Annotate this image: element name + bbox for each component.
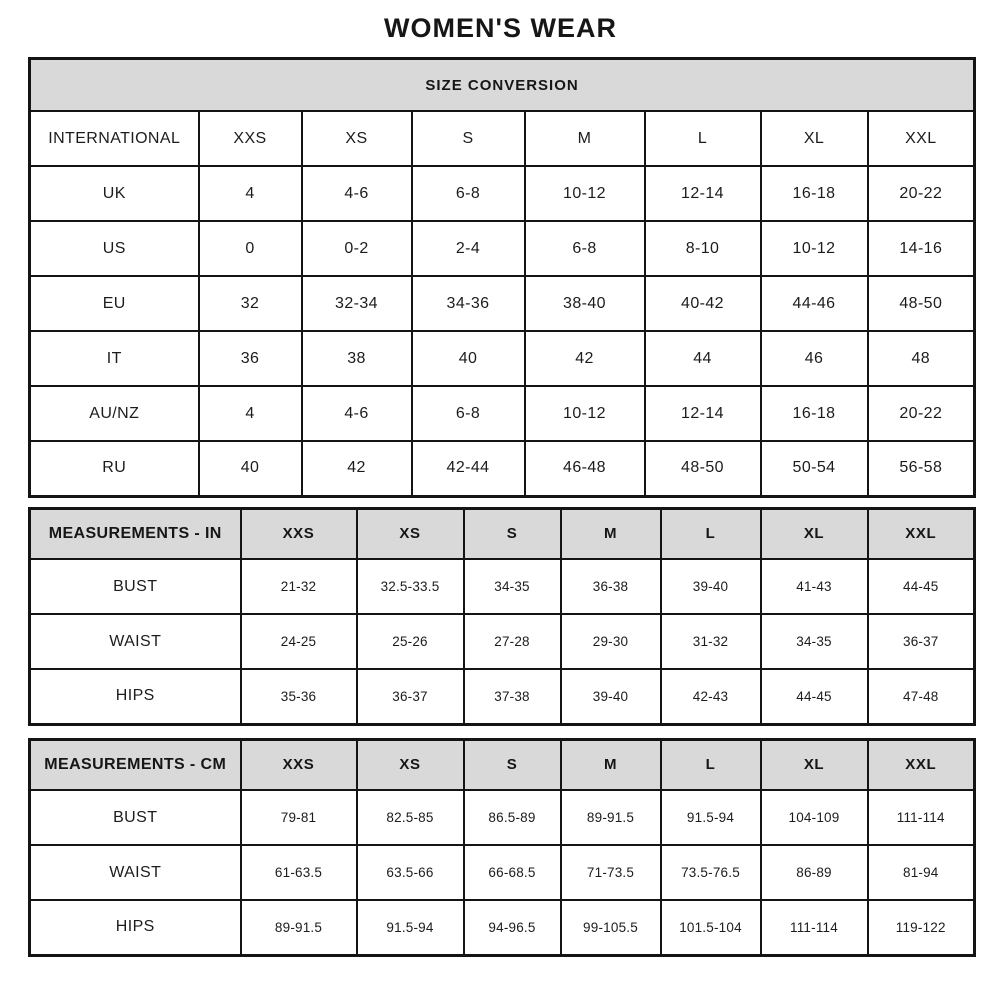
column-header-size: XL bbox=[761, 739, 868, 790]
measurement-value-cell: 99-105.5 bbox=[561, 900, 661, 955]
size-value-cell: 4-6 bbox=[302, 386, 412, 441]
measurement-value-cell: 101.5-104 bbox=[661, 900, 761, 955]
size-value-cell: 40 bbox=[199, 441, 302, 496]
column-header-row bbox=[30, 111, 975, 166]
row-label: IT bbox=[30, 331, 199, 386]
column-header-size: XS bbox=[357, 739, 464, 790]
measurement-value-cell: 91.5-94 bbox=[357, 900, 464, 955]
row-label: BUST bbox=[30, 559, 241, 614]
column-header-size: S bbox=[464, 739, 561, 790]
measurement-value-cell: 27-28 bbox=[464, 614, 561, 669]
size-value-cell: 34-36 bbox=[412, 276, 525, 331]
measurement-value-cell: 82.5-85 bbox=[357, 790, 464, 845]
size-conversion-header-row bbox=[30, 59, 975, 112]
measurement-value-cell: 61-63.5 bbox=[241, 845, 357, 900]
row-label: HIPS bbox=[30, 900, 241, 955]
size-value-cell: 32 bbox=[199, 276, 302, 331]
measurement-value-cell: 86.5-89 bbox=[464, 790, 561, 845]
row-label: US bbox=[30, 221, 199, 276]
size-value-cell: 10-12 bbox=[761, 221, 868, 276]
table-row bbox=[30, 559, 975, 614]
column-header-size: XXL bbox=[868, 739, 975, 790]
measurement-value-cell: 89-91.5 bbox=[561, 790, 661, 845]
measurement-value-cell: 34-35 bbox=[761, 614, 868, 669]
measurement-value-cell: 31-32 bbox=[661, 614, 761, 669]
row-label: BUST bbox=[30, 790, 241, 845]
measurements-in-header-row bbox=[30, 508, 975, 559]
size-value-cell: 38 bbox=[302, 331, 412, 386]
table-row bbox=[30, 386, 975, 441]
measurement-value-cell: 42-43 bbox=[661, 669, 761, 724]
measurement-value-cell: 24-25 bbox=[241, 614, 357, 669]
row-label: EU bbox=[30, 276, 199, 331]
size-value-cell: 6-8 bbox=[525, 221, 645, 276]
size-value-cell: 42-44 bbox=[412, 441, 525, 496]
size-value-cell: 44-46 bbox=[761, 276, 868, 331]
size-value-cell: 46-48 bbox=[525, 441, 645, 496]
table-row bbox=[30, 900, 975, 955]
measurement-value-cell: 71-73.5 bbox=[561, 845, 661, 900]
row-label: HIPS bbox=[30, 669, 241, 724]
table-row bbox=[30, 166, 975, 221]
column-header-size: L bbox=[645, 111, 761, 166]
measurement-value-cell: 111-114 bbox=[868, 790, 975, 845]
measurement-value-cell: 35-36 bbox=[241, 669, 357, 724]
column-header-size: L bbox=[661, 508, 761, 559]
column-header-size: S bbox=[412, 111, 525, 166]
size-value-cell: 4-6 bbox=[302, 166, 412, 221]
size-value-cell: 48-50 bbox=[868, 276, 975, 331]
size-value-cell: 38-40 bbox=[525, 276, 645, 331]
table-row bbox=[30, 614, 975, 669]
size-value-cell: 6-8 bbox=[412, 386, 525, 441]
size-value-cell: 48-50 bbox=[645, 441, 761, 496]
measurement-value-cell: 39-40 bbox=[661, 559, 761, 614]
measurement-value-cell: 91.5-94 bbox=[661, 790, 761, 845]
table-row bbox=[30, 845, 975, 900]
measurement-value-cell: 36-37 bbox=[868, 614, 975, 669]
size-value-cell: 40 bbox=[412, 331, 525, 386]
size-value-cell: 4 bbox=[199, 166, 302, 221]
size-value-cell: 40-42 bbox=[645, 276, 761, 331]
size-value-cell: 42 bbox=[525, 331, 645, 386]
measurement-value-cell: 94-96.5 bbox=[464, 900, 561, 955]
size-value-cell: 14-16 bbox=[868, 221, 975, 276]
row-label: WAIST bbox=[30, 614, 241, 669]
measurement-value-cell: 36-37 bbox=[357, 669, 464, 724]
measurement-value-cell: 111-114 bbox=[761, 900, 868, 955]
measurement-value-cell: 119-122 bbox=[868, 900, 975, 955]
measurement-value-cell: 63.5-66 bbox=[357, 845, 464, 900]
measurement-value-cell: 37-38 bbox=[464, 669, 561, 724]
measurement-value-cell: 79-81 bbox=[241, 790, 357, 845]
size-value-cell: 10-12 bbox=[525, 166, 645, 221]
measurement-value-cell: 41-43 bbox=[761, 559, 868, 614]
column-header-size: M bbox=[561, 508, 661, 559]
measurement-value-cell: 36-38 bbox=[561, 559, 661, 614]
column-header-size: L bbox=[661, 739, 761, 790]
column-header-size: XXL bbox=[868, 508, 975, 559]
measurement-value-cell: 47-48 bbox=[868, 669, 975, 724]
measurement-value-cell: 66-68.5 bbox=[464, 845, 561, 900]
column-header-size: M bbox=[561, 739, 661, 790]
size-value-cell: 8-10 bbox=[645, 221, 761, 276]
size-value-cell: 16-18 bbox=[761, 166, 868, 221]
row-label: AU/NZ bbox=[30, 386, 199, 441]
size-value-cell: 56-58 bbox=[868, 441, 975, 496]
size-value-cell: 6-8 bbox=[412, 166, 525, 221]
row-label: RU bbox=[30, 441, 199, 496]
measurements-in-table bbox=[28, 507, 976, 726]
table-row bbox=[30, 441, 975, 496]
size-value-cell: 50-54 bbox=[761, 441, 868, 496]
size-value-cell: 20-22 bbox=[868, 386, 975, 441]
table-row bbox=[30, 276, 975, 331]
column-header-region: INTERNATIONAL bbox=[30, 111, 199, 166]
column-header-size: XXS bbox=[241, 739, 357, 790]
column-header-size: XL bbox=[761, 111, 868, 166]
column-header-size: XXL bbox=[868, 111, 975, 166]
measurement-value-cell: 104-109 bbox=[761, 790, 868, 845]
measurement-value-cell: 34-35 bbox=[464, 559, 561, 614]
size-value-cell: 12-14 bbox=[645, 386, 761, 441]
size-value-cell: 4 bbox=[199, 386, 302, 441]
size-value-cell: 44 bbox=[645, 331, 761, 386]
size-value-cell: 10-12 bbox=[525, 386, 645, 441]
column-header-size: M bbox=[525, 111, 645, 166]
size-value-cell: 46 bbox=[761, 331, 868, 386]
measurement-value-cell: 44-45 bbox=[868, 559, 975, 614]
column-header-size: XS bbox=[302, 111, 412, 166]
measurement-value-cell: 89-91.5 bbox=[241, 900, 357, 955]
size-value-cell: 42 bbox=[302, 441, 412, 496]
column-header-size: XXS bbox=[199, 111, 302, 166]
size-value-cell: 48 bbox=[868, 331, 975, 386]
table-row bbox=[30, 331, 975, 386]
measurement-value-cell: 21-32 bbox=[241, 559, 357, 614]
column-header-size: XXS bbox=[241, 508, 357, 559]
measurement-value-cell: 39-40 bbox=[561, 669, 661, 724]
size-conversion-table bbox=[28, 57, 976, 498]
column-header-size: S bbox=[464, 508, 561, 559]
page-title: WOMEN'S WEAR bbox=[384, 13, 617, 43]
measurement-value-cell: 73.5-76.5 bbox=[661, 845, 761, 900]
table-row bbox=[30, 669, 975, 724]
size-value-cell: 36 bbox=[199, 331, 302, 386]
row-label: WAIST bbox=[30, 845, 241, 900]
measurements-header: MEASUREMENTS - IN bbox=[30, 508, 241, 559]
size-value-cell: 12-14 bbox=[645, 166, 761, 221]
measurements-cm-table bbox=[28, 738, 976, 957]
size-value-cell: 16-18 bbox=[761, 386, 868, 441]
measurement-value-cell: 29-30 bbox=[561, 614, 661, 669]
size-value-cell: 20-22 bbox=[868, 166, 975, 221]
measurement-value-cell: 81-94 bbox=[868, 845, 975, 900]
column-header-size: XS bbox=[357, 508, 464, 559]
size-value-cell: 32-34 bbox=[302, 276, 412, 331]
table-row bbox=[30, 790, 975, 845]
measurement-value-cell: 25-26 bbox=[357, 614, 464, 669]
measurements-cm-header-row bbox=[30, 739, 975, 790]
size-value-cell: 2-4 bbox=[412, 221, 525, 276]
measurement-value-cell: 32.5-33.5 bbox=[357, 559, 464, 614]
column-header-size: XL bbox=[761, 508, 868, 559]
table-row bbox=[30, 221, 975, 276]
size-value-cell: 0 bbox=[199, 221, 302, 276]
measurement-value-cell: 44-45 bbox=[761, 669, 868, 724]
size-value-cell: 0-2 bbox=[302, 221, 412, 276]
measurements-header: MEASUREMENTS - CM bbox=[30, 739, 241, 790]
row-label: UK bbox=[30, 166, 199, 221]
size-conversion-header: SIZE CONVERSION bbox=[30, 59, 975, 112]
measurement-value-cell: 86-89 bbox=[761, 845, 868, 900]
